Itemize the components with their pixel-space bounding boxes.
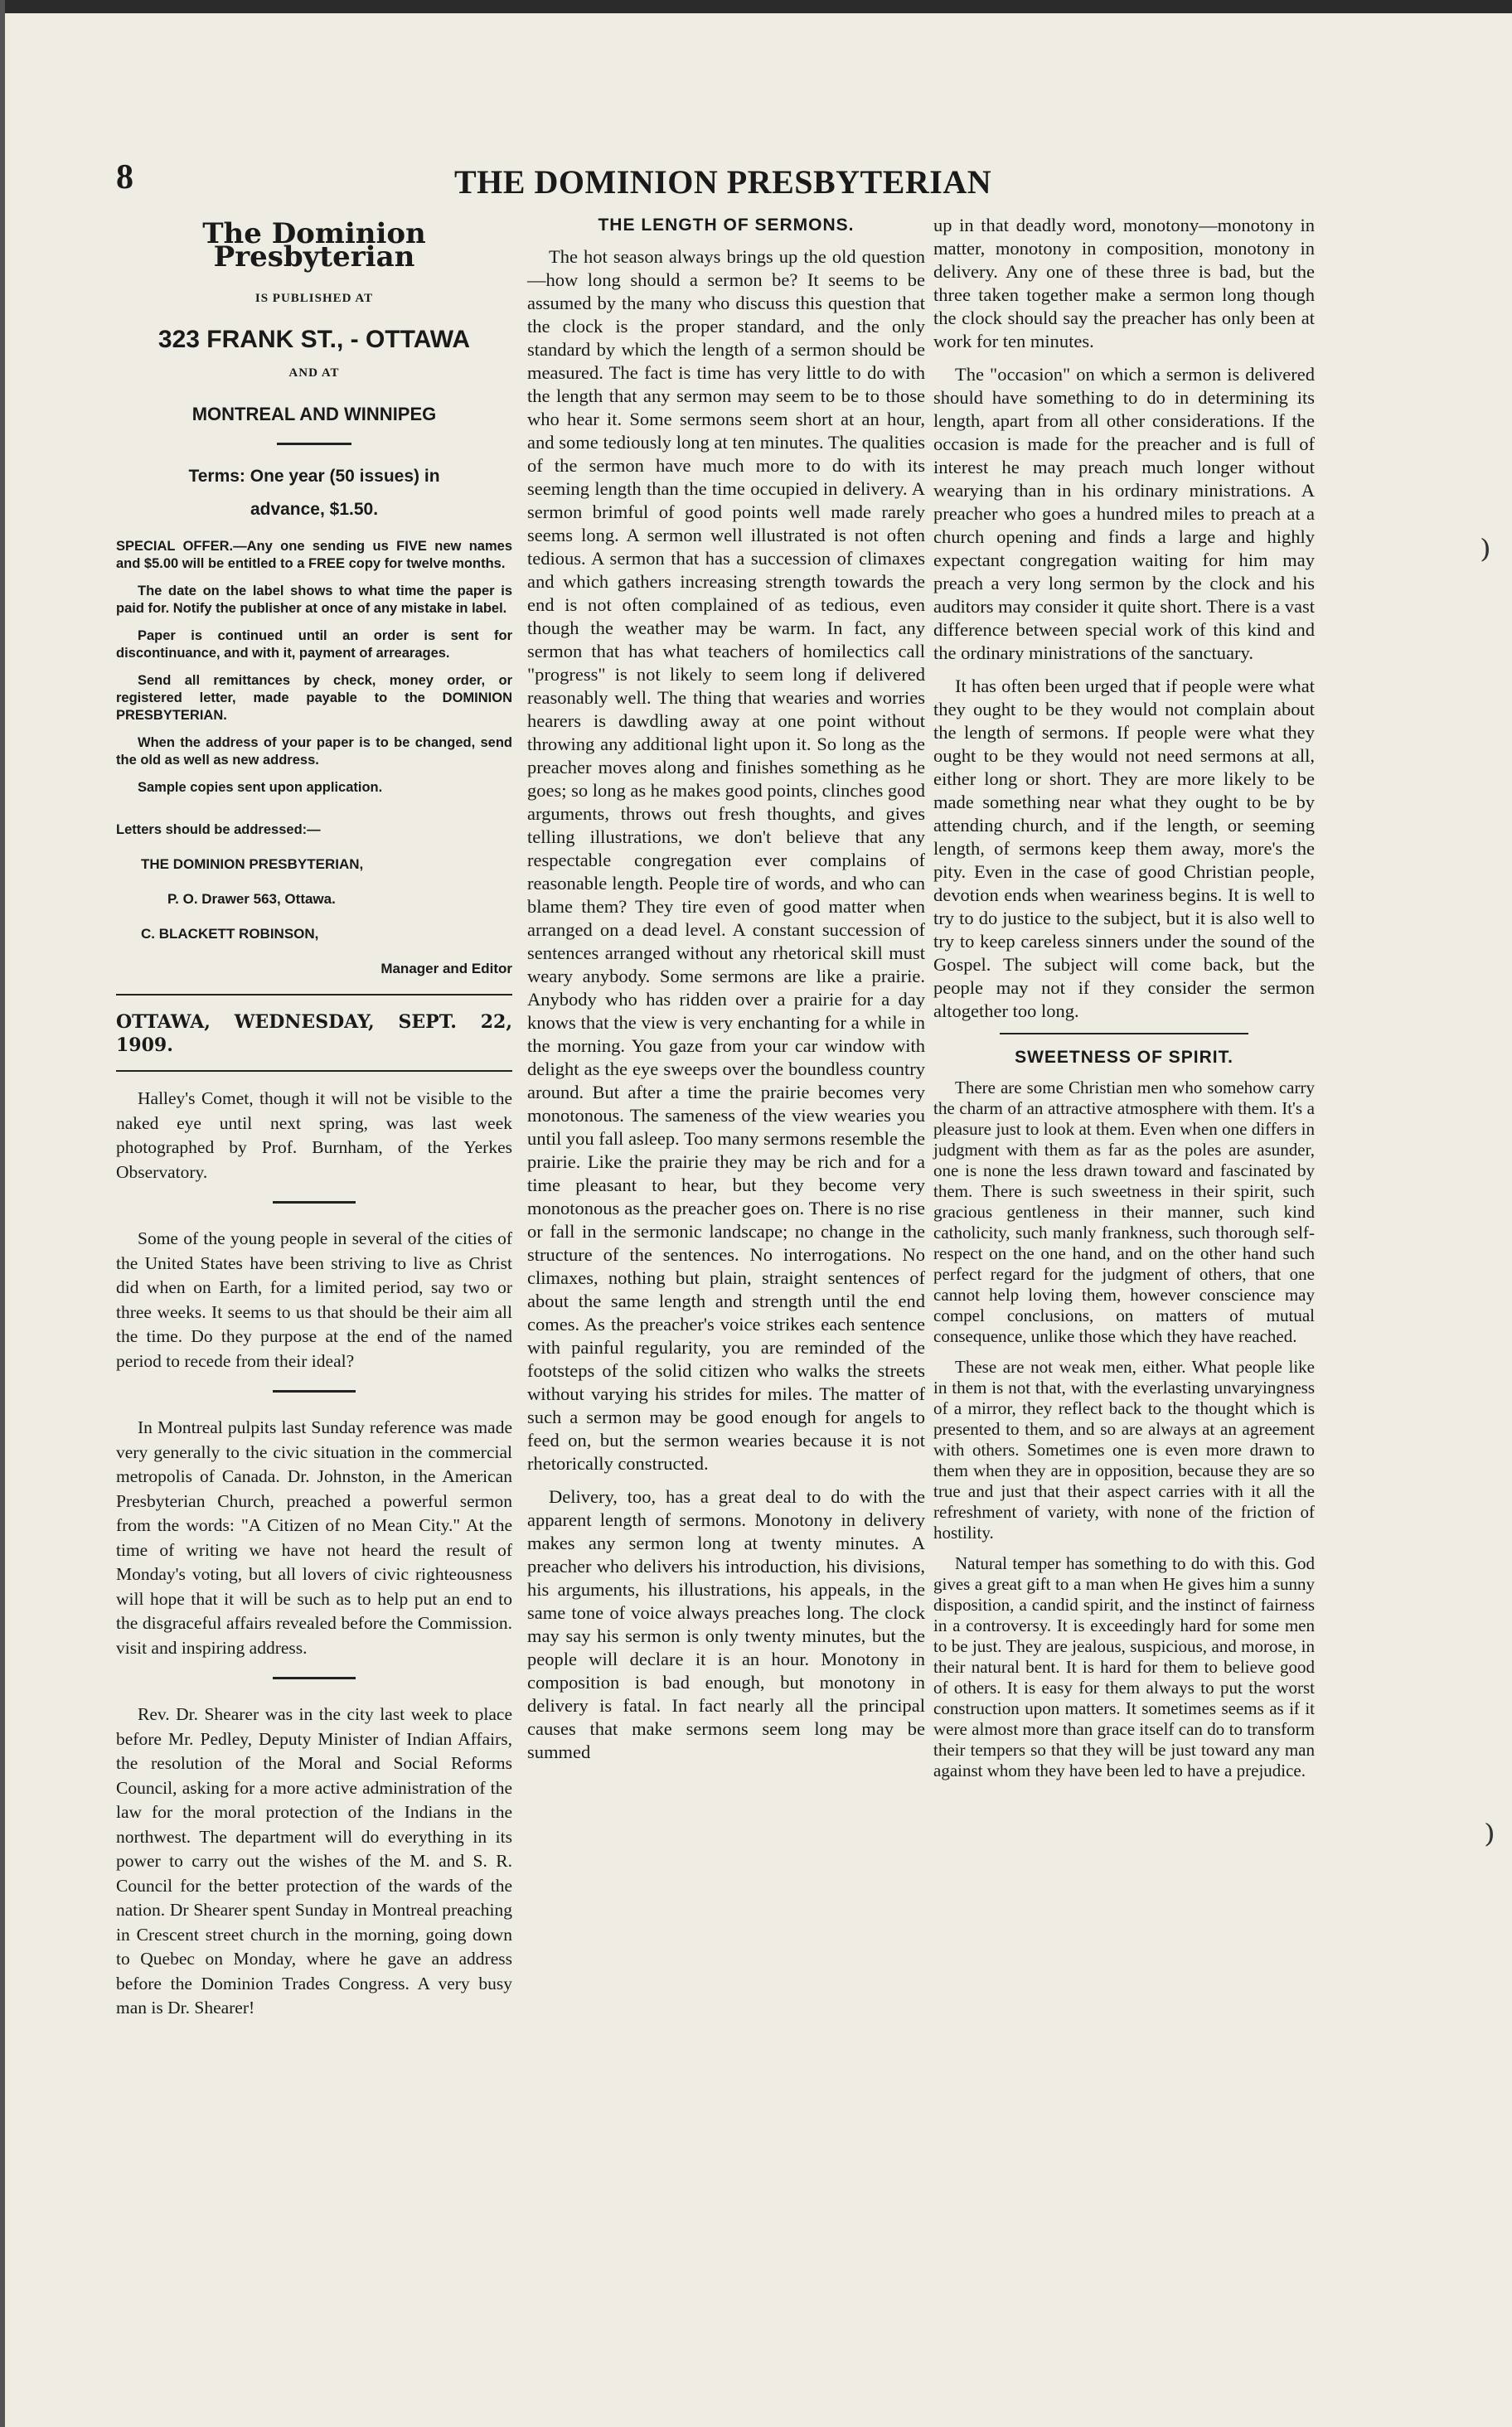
masthead-cities: MONTREAL AND WINNIPEG	[191, 404, 437, 424]
divider	[273, 1201, 356, 1204]
masthead-and-at: AND AT	[288, 366, 340, 380]
editorial-paragraph: Some of the young people in several of the cities of the United States have been striving to live as Christ did when on Earth, for a limited period, say two or three weeks. It seems to us that should be their aim all the time. Do they purpose at the end of the named period to recede from their ideal?	[116, 1228, 512, 1371]
publisher-notice: The date on the label shows to what time the paper is paid for. Notify the publisher at once of any mistake in label.	[116, 584, 512, 616]
masthead	[116, 217, 512, 981]
scan-border-left	[0, 0, 5, 2427]
article-title: THE LENGTH OF SERMONS.	[598, 216, 855, 235]
publisher-notice: Send all remittances by check, money order, or registered letter, made payable to the DOMINION PRESBYTERIAN.	[116, 673, 512, 723]
terms-line: Terms: One year (50 issues) in	[188, 467, 440, 486]
manager-title: Manager and Editor	[380, 961, 512, 976]
divider	[273, 1677, 356, 1679]
divider	[277, 443, 351, 445]
publisher-notice: Paper is continued until an order is sent for discontinuance, and with it, payment of arrearages.	[116, 628, 512, 661]
letters-heading: Letters should be addressed:—	[116, 822, 321, 837]
masthead-title: The Dominion Presbyterian	[202, 217, 426, 274]
terms-line: advance, $1.50.	[250, 500, 379, 519]
article-paragraph: Natural temper has something to do with this. God gives a great gift to a man when He gives him a sunny disposition, a candid spirit, and the instinct of fairness in a controversy. It is exceedingly hard for some men to be just. They are jealous, suspicious, and morose, in their natural bent. It is hard for them to believe good of others. It is easy for them always to put the worst construction upon matters. It sometimes seems as if it were almost more than grace itself can do to transform their tempers so that they will be just toward any man against whom they have been led to have a prejudice.	[933, 1553, 1315, 1780]
editorial-notes	[116, 1087, 512, 2021]
article-paragraph: The "occasion" on which a sermon is delivered should have something to do in determining its length, apart from all other considerations. If the occasion is made for the preacher and is full of interest he may preach much longer without wearying than in his ordinary ministrations. A preacher who goes a hundred miles to preach at a church opening and finds a large and highly expectant congregation waiting for him may preach a very long sermon by the clock and his auditors may consider it quite short. There is a vast difference between special work of this kind and the ordinary ministrations of the sanctuary.	[933, 364, 1315, 663]
margin-bracket-mark: ⁾	[1484, 1817, 1495, 1868]
sweetness-article-body	[933, 1078, 1315, 1781]
article-title: SWEETNESS OF SPIRIT.	[1015, 1048, 1233, 1067]
editorial-paragraph: In Montreal pulpits last Sunday reference was made very generally to the civic situation in the commercial metropolis of Canada. Dr. Johnston, in the American Presbyterian Church, preached a powerful sermon from the words: "A Citizen of no Mean City." At the time of writing we have not heard the result of Monday's voting, but all lovers of civic righteousness will hope that it will be such as to help put an end to the disgraceful affairs revealed before the Commission. visit and inspiring address.	[116, 1417, 512, 1658]
article-paragraph: It has often been urged that if people were what they ought to be they would not complain about the length of sermons. If people were what they ought to be they would not need sermons at all, either long or short. They are more likely to be made something near what they ought to be by attending church, and if the length, or seeming length, of sermons keep them away, more's the pity. Even in the case of good Christian people, devotion ends when weariness begins. It is well to try to do justice to the subject, but it is also well to try to keep careless sinners under the sound of the Gospel. The subject will come back, but the people may not if they consider the sermon altogether too long.	[933, 676, 1315, 1021]
subscription-terms	[116, 460, 512, 526]
dateline: OTTAWA, WEDNESDAY, SEPT. 22, 1909.	[116, 1011, 512, 1056]
article-paragraph: The hot season always brings up the old question—how long should a sermon be? It seems to be assumed by the many who discuss this question that the clock is the proper standard, and the only standard by which the length of a sermon should be measured. The fact is time has very little to do with the length that any sermon may seem to be to those who hear it. Some sermons seem short at an hour, and some tediously long at ten minutes. The qualities of the sermon have much more to do with its seeming length than the time occupied in delivery. A sermon brimful of good points well made rarely seems long. A sermon well illustrated is not often tedious. A sermon that has a succession of climaxes and which gathers increasing strength towards the end is not often complained of as tedious, even though the weather may be warm. In fact, any sermon that has what teachers of homilectics call "progress" is not likely to seem long if delivered reasonably well. The thing that wearies and worries hearers is dawdling away at one point without throwing any additional light upon it. So long as the preacher moves along and finishes something as he goes; so long as he makes good points, clinches good arguments, throws out fresh thoughts, and gives telling illustrations, we don't believe that any respectable congregation ever complains of reasonable length. People tire of words, and who can blame them? They tire even of good matter when arranged on a dead level. A constant succession of sentences arranged without any rhetorical skill must weary anybody. Some sermons are like a prairie. Anybody who has ridden over a prairie for a day knows that the view is very enchanting for a while in the morning. You gaze from your car window with delight as the eye sweeps over the boundless country around. But after a time the prairie becomes very monotonous. The sameness of the view wearies you until you fall asleep. Too many sermons resemble the prairie. Like the prairie they may be rich and for a time pleasant to hear, but they become very monotonous as the preacher goes on. There is no rise or fall in the sermonic landscape; no change in the structure of the sentences. No interrogations. No climaxes, nothing but plain, straight sentences of about the same length and strength until the end comes. As the preacher's voice strikes each sentence with painful regularity, you are reminded of the footsteps of the solid citizen who walks the streets without varying his strides for miles. The matter of such a sermon may be good enough for angels to feed on, but the sermon wearies because it is not rhetorically constructed.	[527, 246, 925, 1474]
scan-border-top	[0, 0, 1512, 13]
article-paragraph: Delivery, too, has a great deal to do with the apparent length of sermons. Monotony in delivery makes any sermon long at twenty minutes. A preacher who delivers his introduction, his divisions, his arguments, his illustrations, his appeals, in the same tone of voice always preaches long. The clock may say his sermon is only twenty minutes, but the people will declare it is an hour. Monotony in composition is bad enough, but monotony in delivery is fatal. In fact nearly all the principal causes that make sermons seem long may be summed	[527, 1486, 925, 1762]
divider	[116, 1070, 512, 1072]
column-right	[933, 214, 1315, 1791]
article-paragraph: These are not weak men, either. What people like in them is not that, with the everlasting unvaryingness of a mirror, they reflect back to the thought which is presented to them, and so are always at an agreement with others. Sometimes one is even more drawn to them when they are in opposition, because they are so true and just that their aspect carries with it all the refreshment of variety, with none of the friction of hostility.	[933, 1357, 1315, 1543]
publisher-notice: Sample copies sent upon application.	[138, 780, 383, 795]
masthead-published-at: IS PUBLISHED AT	[254, 292, 374, 305]
addressee: THE DOMINION PRESBYTERIAN,	[141, 856, 364, 872]
column-middle	[527, 214, 925, 1774]
divider	[273, 1390, 356, 1393]
article-paragraph: up in that deadly word, monotony—monotony in matter, monotony in composition, monotony in delivery. Any one of these three is bad, but the three taken together make a sermon long though the clock should say the preacher has only been at work for ten minutes.	[933, 215, 1315, 351]
divider	[1000, 1033, 1248, 1034]
column-left	[116, 214, 512, 2031]
margin-bracket-mark: ⁾	[1480, 532, 1491, 584]
publisher-notice: When the address of your paper is to be changed, send the old as well as new address.	[116, 735, 512, 768]
editorial-paragraph: Rev. Dr. Shearer was in the city last week to place before Mr. Pedley, Deputy Minister of Indian Affairs, the resolution of the Moral and Social Reforms Council, asking for a more active administration of the law for the moral protection of the Indians in the northwest. The department will do everything in its power to carry out the wishes of the M. and S. R. Council for the better protection of the wards of the nation. Dr Shearer spent Sunday in Montreal preaching in Crescent street church in the morning, going down to Quebec on Monday, where he gave an address before the Dominion Trades Congress. A very busy man is Dr. Shearer!	[116, 1704, 512, 2018]
publisher-notice: SPECIAL OFFER.—Any one sending us FIVE new names and $5.00 will be entitled to a FREE copy for twelve months.	[116, 539, 512, 571]
page-number: 8	[116, 158, 133, 196]
divider	[116, 994, 512, 996]
editorial-paragraph: Halley's Comet, though it will not be visible to the naked eye until next spring, was last week photographed by Prof. Burnham, of the Yerkes Observatory.	[116, 1088, 512, 1182]
masthead-address: 323 FRANK ST., - OTTAWA	[158, 326, 471, 353]
po-box: P. O. Drawer 563, Ottawa.	[167, 891, 336, 907]
article-paragraph: There are some Christian men who somehow carry the charm of an attractive atmosphere with them. It's a pleasure just to look at them. Even when one differs in judgment with them as far as the poles are asunder, one is none the less drawn toward and fascinated by them. There is such sweetness in their spirit, such gracious gentleness in their manner, such kind catholicity, such manly frankness, such thorough self-respect on the one hand, and on the other hand such perfect regard for the judgment of others, that one cannot help loving them, however conscience may compel conclusions, on matters of mutual consequence, unlike those which they have reached.	[933, 1078, 1315, 1346]
manager-name: C. BLACKETT ROBINSON,	[141, 926, 319, 942]
page-header-title: THE DOMINION PRESBYTERIAN	[454, 163, 992, 201]
